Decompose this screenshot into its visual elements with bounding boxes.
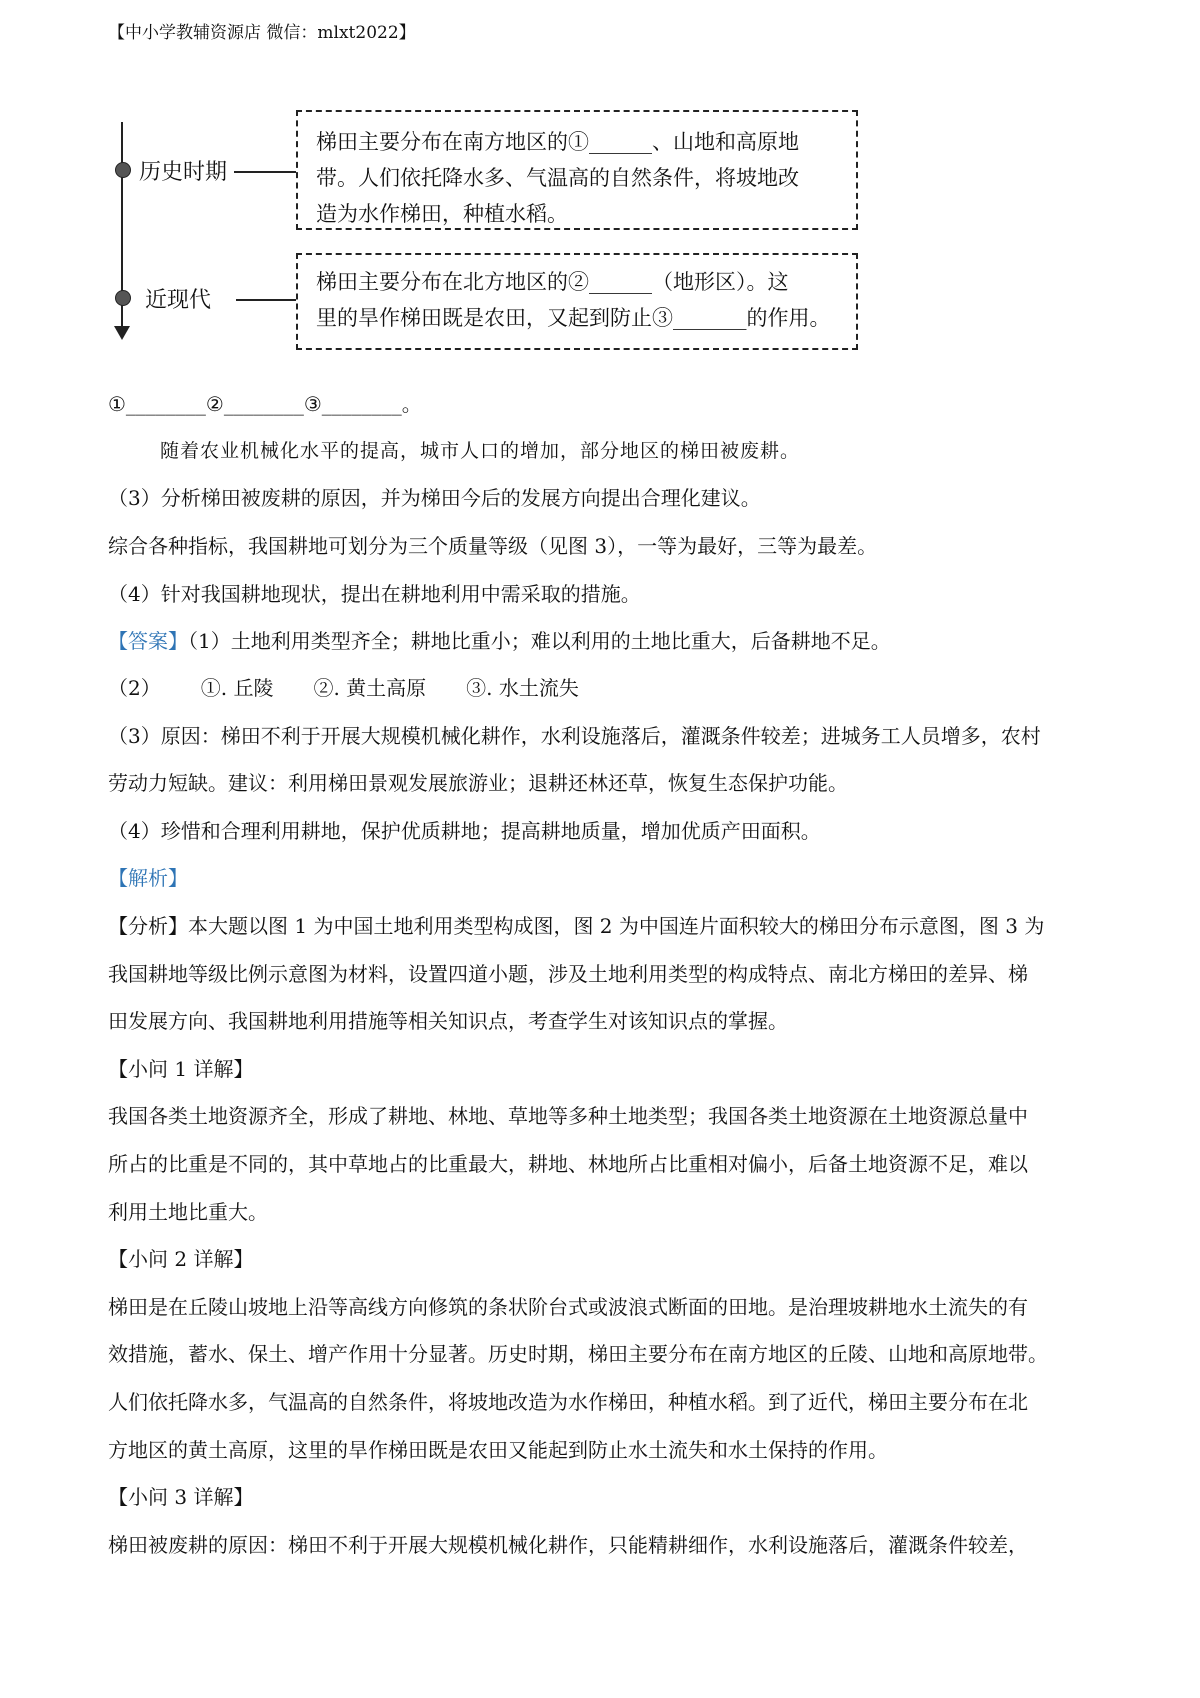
box-text-line: 带。人们依托降水多、气温高的自然条件，将坡地改 (316, 166, 799, 190)
era-label-historical: 历史时期 (139, 160, 228, 185)
answer-2-prefix: （2） (108, 676, 161, 700)
page-header: 【中小学教辅资源店 微信：mlxt2022】 (108, 23, 416, 43)
question-4: （4）针对我国耕地现状，提出在耕地利用中需采取的措施。 (108, 582, 641, 606)
question-3: （3）分析梯田被废耕的原因，并为梯田今后的发展方向提出合理化建议。 (108, 486, 761, 510)
grade-line: 综合各种指标，我国耕地可划分为三个质量等级（见图 3），一等为最好，三等为最差。 (108, 534, 878, 558)
detail-line: 梯田是在丘陵山坡地上沿等高线方向修筑的条状阶台式或波浪式断面的田地。是治理坡耕地水土流失的有 (108, 1295, 1028, 1319)
answer-2 (108, 672, 579, 701)
answer-3-line: （3）原因：梯田不利于开展大规模机械化耕作，水利设施落后，灌溉条件较差；进城务工人员增多，农村 (108, 724, 1041, 748)
detail-line: 梯田被废耕的原因：梯田不利于开展大规模机械化耕作，只能精耕细作，水利设施落后，灌溉条件较差， (108, 1533, 1028, 1557)
analysis-line: 我国耕地等级比例示意图为材料，设置四道小题，涉及土地利用类型的构成特点、南北方梯田的差异、梯 (108, 962, 1028, 986)
answer-4: （4）珍惜和合理利用耕地，保护优质耕地；提高耕地质量，增加优质产田面积。 (108, 819, 821, 843)
box-text-line: 梯田主要分布在北方地区的②______（地形区）。这 (316, 270, 789, 294)
answer-label: 【答案】 (108, 629, 188, 653)
detail-line: 所占的比重是不同的，其中草地占的比重最大，耕地、林地所占比重相对偏小，后备土地资源不足，难以 (108, 1152, 1028, 1176)
blanks-line: ①________②________③________。 (108, 392, 422, 416)
connector-line (236, 299, 296, 301)
answer-3-line: 劳动力短缺。建议：利用梯田景观发展旅游业；退耕还林还草，恢复生态保护功能。 (108, 771, 848, 795)
diagram-box-modern (296, 253, 858, 350)
box-text-line: 造为水作梯田，种植水稻。 (316, 202, 568, 226)
era-label-modern: 近现代 (145, 288, 212, 313)
answer-2-item: ③. 水土流失 (466, 676, 579, 700)
detail-line: 人们依托降水多，气温高的自然条件，将坡地改造为水作梯田，种植水稻。到了近代，梯田主要分布在北 (108, 1390, 1028, 1414)
timeline-dot-icon (115, 290, 131, 306)
analysis-label: 【解析】 (108, 866, 188, 890)
section-title: 【小问 2 详解】 (108, 1247, 254, 1271)
box-text-line: 里的旱作梯田既是农田，又起到防止③_______的作用。 (316, 306, 831, 330)
detail-line: 利用土地比重大。 (108, 1200, 268, 1224)
answer-2-item: ①. 丘陵 (200, 676, 274, 700)
answer-1 (108, 625, 891, 654)
connector-line (234, 171, 296, 173)
answer-2-item: ②. 黄土高原 (313, 676, 427, 700)
detail-line: 效措施，蓄水、保土、增产作用十分显著。历史时期，梯田主要分布在南方地区的丘陵、山地和高原地带。 (108, 1342, 1048, 1366)
section-title: 【小问 3 详解】 (108, 1485, 254, 1509)
answer-1-text: （1）土地利用类型齐全；耕地比重小；难以利用的土地比重大，后备耕地不足。 (188, 629, 891, 653)
box-text-line: 梯田主要分布在南方地区的①______、山地和高原地 (316, 130, 799, 154)
section-title: 【小问 1 详解】 (108, 1057, 254, 1081)
timeline-dot-icon (115, 162, 131, 178)
analysis-line: 【分析】本大题以图 1 为中国土地利用类型构成图，图 2 为中国连片面积较大的梯田分布示意图，图 3 为 (108, 914, 1045, 938)
detail-line: 我国各类土地资源齐全，形成了耕地、林地、草地等多种土地类型；我国各类土地资源在土地资源总量中 (108, 1104, 1028, 1128)
diagram-box-historical (296, 110, 858, 230)
timeline-arrow-icon (114, 326, 130, 340)
detail-line: 方地区的黄土高原，这里的旱作梯田既是农田又能起到防止水土流失和水土保持的作用。 (108, 1438, 888, 1462)
analysis-line: 田发展方向、我国耕地利用措施等相关知识点，考查学生对该知识点的掌握。 (108, 1009, 788, 1033)
intro-line: 随着农业机械化水平的提高，城市人口的增加，部分地区的梯田被废耕。 (160, 440, 801, 462)
